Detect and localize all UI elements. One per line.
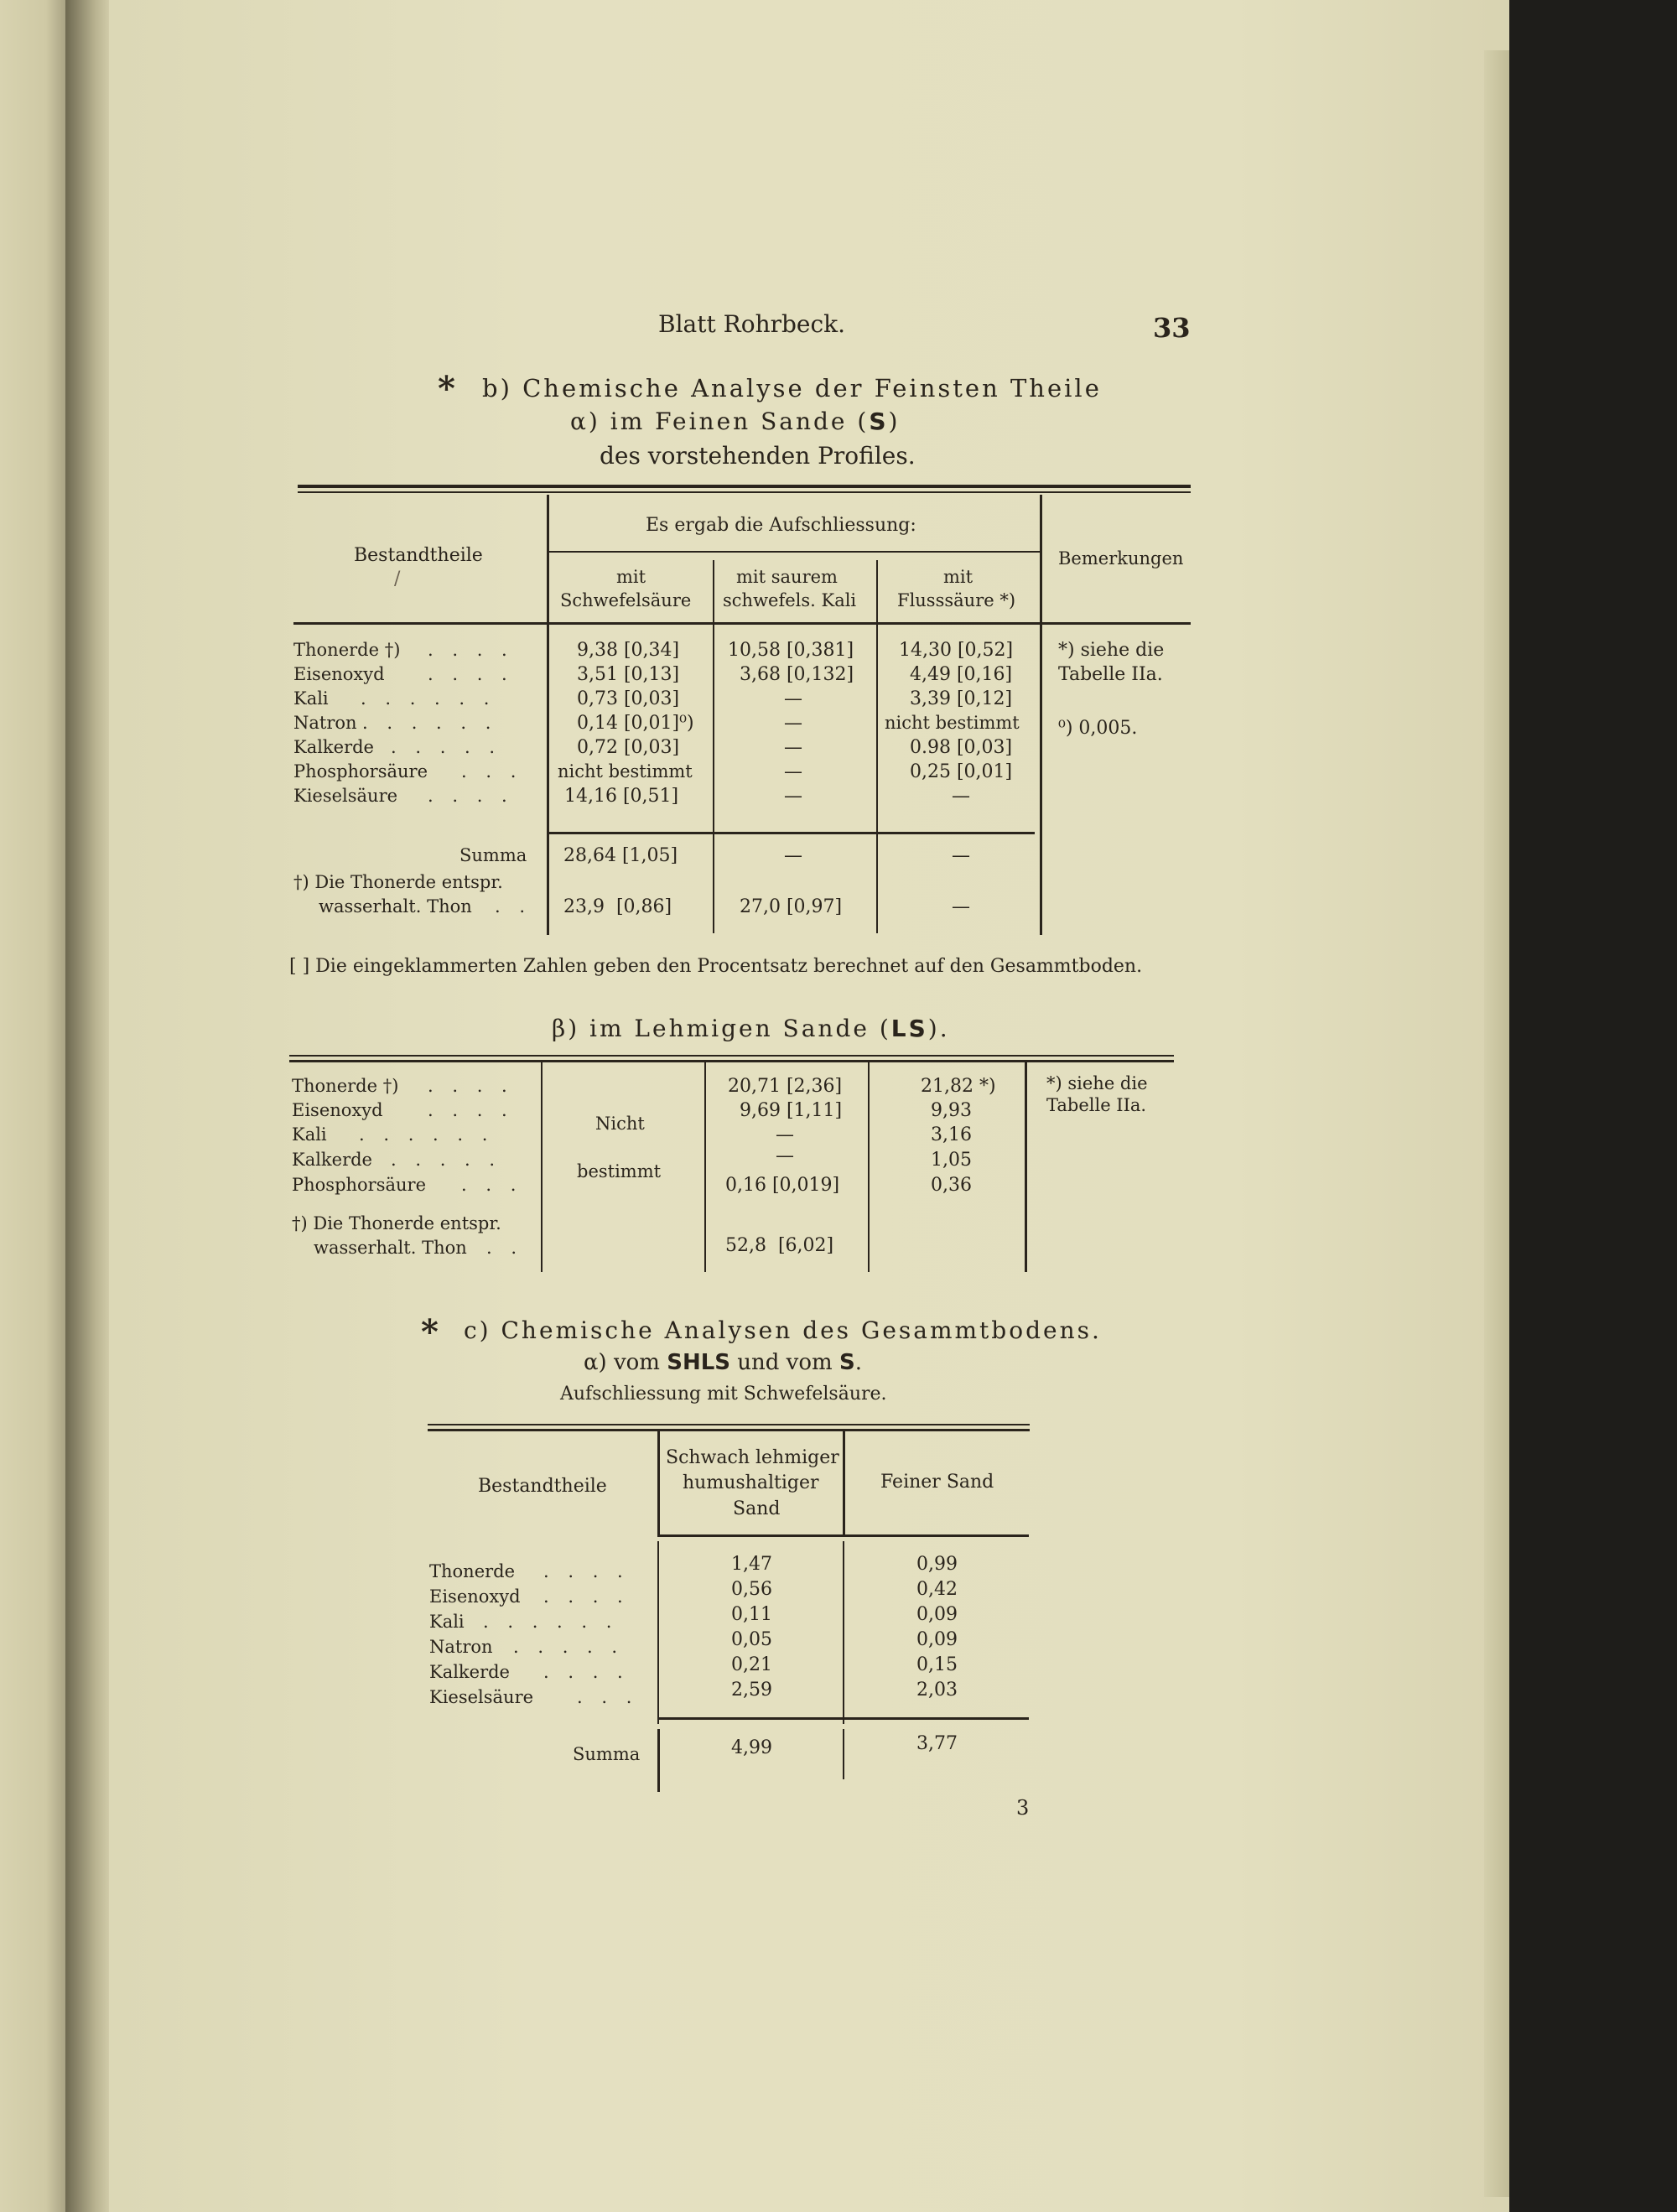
- table-b-row-c3: 9,93: [931, 1100, 972, 1121]
- section-star: *: [438, 369, 455, 408]
- table-a-vline-1: [547, 495, 549, 935]
- table-a-row-dots: . . . . . .: [361, 688, 496, 709]
- table-a-col1-l1: mit: [616, 567, 646, 587]
- table-a-col2-l1: mit saurem: [736, 567, 838, 587]
- table-c-row-name: Thonerde: [429, 1561, 516, 1581]
- table-c-col1-l2: humushaltiger: [683, 1472, 819, 1493]
- table-a-row-c3: nicht bestimmt: [885, 713, 1020, 733]
- table-b-nicht: Nicht: [595, 1114, 645, 1134]
- table-a-summa-c1: 28,64 [1,05]: [563, 845, 678, 866]
- table-a-col-bestandtheile-mark: /: [394, 569, 401, 589]
- table-b-row-name: Kalkerde: [292, 1150, 372, 1170]
- table-c-row-dots: . . . . . .: [483, 1612, 619, 1632]
- table-c-row-c2: 0,09: [916, 1604, 958, 1625]
- table-b-row-c3: 3,16: [931, 1124, 972, 1145]
- table-a-vline-4: [876, 560, 878, 933]
- table-a-remark: *) siehe die: [1058, 640, 1165, 661]
- table-a-row-c2: 3,68 [0,132]: [740, 664, 854, 685]
- table-a-row-c2: —: [784, 737, 802, 758]
- table-a-col-bestandtheile: Bestandtheile: [354, 545, 483, 566]
- table-a-row-c3: 3,39 [0,12]: [910, 688, 1013, 709]
- table-b-row-dots: . . . . . .: [359, 1124, 495, 1145]
- section-c-subtitle: α) vom SHLS und vom S.: [584, 1350, 862, 1375]
- table-b-row-c2: 20,71 [2,36]: [728, 1076, 843, 1097]
- table-c-top-rule-2: [428, 1429, 1030, 1431]
- table-b-row-dots: . . . .: [428, 1076, 514, 1096]
- table-c-row-c1: 0,05: [731, 1629, 772, 1650]
- table-a-row-c3: —: [952, 786, 970, 807]
- table-c-col2: Feiner Sand: [880, 1472, 994, 1493]
- table-c-row-c1: 0,11: [731, 1604, 772, 1625]
- table-b-row-name: Eisenoxyd: [292, 1100, 383, 1120]
- table-a-group-rule: [547, 551, 1040, 553]
- table-b-vline-1: [541, 1062, 543, 1272]
- table-a-thon-l1: †) Die Thonerde entspr.: [293, 872, 503, 892]
- facing-page-edge: [0, 0, 65, 2212]
- table-a-row-c2: —: [784, 761, 802, 782]
- table-a-row-dots: . . .: [461, 761, 523, 781]
- table-b-row-c3: 0,36: [931, 1175, 972, 1196]
- table-b-row-name: Kali: [292, 1124, 327, 1145]
- table-b-row-dots: . . . . .: [391, 1150, 502, 1170]
- table-b-vline-2: [704, 1062, 706, 1272]
- table-c-col-bestandtheile: Bestandtheile: [478, 1476, 607, 1497]
- table-a-row-c1: 0,73 [0,03]: [577, 688, 680, 709]
- table-c-row-c2: 0,42: [916, 1579, 958, 1600]
- table-a-row-name: Phosphorsäure: [293, 761, 428, 781]
- table-a-row-name: Kali: [293, 688, 329, 709]
- table-a-row-c1: 14,16 [0,51]: [564, 786, 679, 807]
- table-a-row-c2: —: [784, 688, 802, 709]
- table-a-thon-c3: —: [952, 896, 970, 917]
- table-b-row-c2: 0,16 [0,019]: [725, 1175, 840, 1196]
- section-c-title: c) Chemische Analysen des Gesammtbodens.: [464, 1316, 1102, 1344]
- table-c-row-c2: 0,15: [916, 1654, 958, 1675]
- table-a-remark: Tabelle IIa.: [1058, 664, 1163, 685]
- table-a-col3-l2: Flusssäure *): [897, 590, 1016, 610]
- section-c-star: *: [421, 1312, 439, 1352]
- table-b-row-dots: . . .: [461, 1175, 523, 1195]
- table-b-remark: *) siehe die: [1046, 1073, 1148, 1093]
- table-c-vline-2: [843, 1431, 845, 1536]
- table-a-row-dots: . . . .: [428, 786, 514, 806]
- table-a-row-c3: 0.98 [0,03]: [910, 737, 1013, 758]
- table-c-row-name: Eisenoxyd: [429, 1586, 521, 1607]
- table-b-vline-3: [868, 1062, 870, 1272]
- table-a-col-bemerkungen: Bemerkungen: [1058, 548, 1184, 569]
- table-a-summa-rule: [547, 832, 1035, 834]
- table-c-row-name: Kieselsäure: [429, 1687, 534, 1707]
- table-a-vline-2: [1040, 495, 1042, 935]
- table-c-header-rule: [657, 1534, 1029, 1537]
- signature-mark: 3: [1016, 1796, 1030, 1820]
- table-c-vline-4: [843, 1541, 844, 1724]
- table-c-row-dots: . . . .: [543, 1662, 630, 1682]
- table-a-col2-l2: schwefels. Kali: [723, 590, 857, 610]
- table-c-row-c2: 0,99: [916, 1554, 958, 1575]
- table-a-row-c2: —: [784, 786, 802, 807]
- table-c-row-dots: . . . .: [543, 1561, 630, 1581]
- table-c-row-name: Kalkerde: [429, 1662, 510, 1682]
- table-c-summa-label: Summa: [573, 1744, 641, 1764]
- table-a-group-header: Es ergab die Aufschliessung:: [646, 515, 916, 536]
- table-c-vline-6: [843, 1729, 844, 1779]
- table-a-row-c2: —: [784, 713, 802, 734]
- table-a-row-name: Eisenoxyd: [293, 664, 385, 684]
- table-a-row-c1: 9,38 [0,34]: [577, 640, 680, 661]
- table-a-row-c1: 3,51 [0,13]: [577, 664, 680, 685]
- section-c-subtitle2: Aufschliessung mit Schwefelsäure.: [560, 1384, 887, 1405]
- table-b-row-c2: —: [776, 1145, 794, 1166]
- table-a-thon-c2: 27,0 [0,97]: [740, 896, 843, 917]
- table-a-col3-l1: mit: [943, 567, 973, 587]
- table-b-top-rule-2: [289, 1060, 1174, 1062]
- table-c-row-c2: 0,09: [916, 1629, 958, 1650]
- table-a-row-c1: 0,72 [0,03]: [577, 737, 680, 758]
- running-title: Blatt Rohrbeck.: [658, 310, 846, 338]
- table-c-col1-l1: Schwach lehmiger: [666, 1447, 839, 1468]
- table-a-row-c3: 4,49 [0,16]: [910, 664, 1013, 685]
- section-b-subtitle2: des vorstehenden Profiles.: [600, 442, 916, 470]
- table-c-row-dots: . . . .: [543, 1586, 630, 1607]
- table-a-remark: ⁰) 0,005.: [1058, 718, 1138, 739]
- table-b-row-name: Thonerde †): [292, 1076, 399, 1096]
- page-number: 33: [1153, 312, 1191, 344]
- table-a-thon-c1: 23,9 [0,86]: [563, 896, 672, 917]
- table-a-top-rule: [298, 485, 1191, 488]
- table-c-row-dots: . . .: [577, 1687, 639, 1707]
- table-a-row-c1: nicht bestimmt: [558, 761, 693, 781]
- table-c-row-c1: 1,47: [731, 1554, 772, 1575]
- table-c-summa-rule: [657, 1717, 1029, 1720]
- table-a-top-rule-2: [298, 491, 1191, 493]
- table-a-summa-c3: —: [952, 845, 970, 866]
- table-a-summa-c2: —: [784, 845, 802, 866]
- book-binding: [1509, 0, 1677, 2212]
- table-b-thon-dots: . .: [486, 1238, 524, 1258]
- table-a-thon-l2: wasserhalt. Thon: [319, 896, 472, 916]
- table-c-row-name: Natron: [429, 1637, 493, 1657]
- table-c-vline-1: [657, 1431, 660, 1536]
- table-c-top-rule: [428, 1424, 1030, 1425]
- table-b-remark: Tabelle IIa.: [1046, 1095, 1147, 1115]
- table-c-row-dots: . . . . .: [513, 1637, 625, 1657]
- table-b-row-name: Phosphorsäure: [292, 1175, 427, 1195]
- table-a-vline-3: [713, 560, 714, 933]
- table-a-header-rule: [293, 622, 1191, 625]
- table-c-row-c1: 2,59: [731, 1680, 772, 1701]
- table-b-thon-c2: 52,8 [6,02]: [725, 1235, 834, 1256]
- table-a-footnote: [ ] Die eingeklammerten Zahlen geben den Procentsatz berechnet auf den Gesammtboden.: [289, 956, 1143, 977]
- table-a-thon-dots: . .: [495, 896, 532, 916]
- table-b-thon-l1: †) Die Thonerde entspr.: [292, 1213, 501, 1233]
- table-b-row-c3: 21,82 *): [921, 1076, 996, 1097]
- table-a-row-dots: . . . . . .: [362, 713, 498, 733]
- table-a-summa-label: Summa: [459, 845, 527, 865]
- table-a-row-c1: 0,14 [0,01]⁰): [577, 713, 694, 734]
- table-b-row-c2: 9,69 [1,11]: [740, 1100, 843, 1121]
- table-b-row-c2: —: [776, 1124, 794, 1145]
- table-c-vline-5: [657, 1729, 660, 1792]
- table-c-row-c1: 0,21: [731, 1654, 772, 1675]
- table-a-row-dots: . . . . .: [391, 737, 502, 757]
- table-a-col1-l2: Schwefelsäure: [560, 590, 692, 610]
- table-b-vline-4: [1025, 1062, 1027, 1272]
- table-c-row-name: Kali: [429, 1612, 465, 1632]
- table-c-row-c2: 2,03: [916, 1680, 958, 1701]
- table-b-row-c3: 1,05: [931, 1150, 972, 1171]
- table-a-row-name: Kalkerde: [293, 737, 374, 757]
- table-a-row-name: Thonerde †): [293, 640, 401, 660]
- section-b-subtitle: α) im Feinen Sande (S): [570, 408, 901, 435]
- table-c-summa-c1: 4,99: [731, 1737, 772, 1758]
- book-gutter: [65, 0, 116, 2212]
- table-c-summa-c2: 3,77: [916, 1733, 958, 1754]
- table-a-row-dots: . . . .: [428, 640, 514, 660]
- table-c-col1-l3: Sand: [733, 1498, 781, 1519]
- table-a-row-c3: 14,30 [0,52]: [899, 640, 1014, 661]
- table-a-row-name: Kieselsäure: [293, 786, 398, 806]
- table-a-row-name: Natron: [293, 713, 357, 733]
- table-a-row-dots: . . . .: [428, 664, 514, 684]
- table-b-row-dots: . . . .: [428, 1100, 514, 1120]
- table-b-top-rule: [289, 1055, 1174, 1057]
- table-c-vline-3: [657, 1541, 659, 1724]
- table-b-bestimmt: bestimmt: [577, 1161, 662, 1181]
- section-b-title: b) Chemische Analyse der Feinsten Theile: [482, 374, 1102, 402]
- table-a-row-c2: 10,58 [0,381]: [728, 640, 854, 661]
- table-b-thon-l2: wasserhalt. Thon: [314, 1238, 467, 1258]
- section-beta-title: β) im Lehmigen Sande (LS).: [552, 1015, 950, 1042]
- table-a-row-c3: 0,25 [0,01]: [910, 761, 1013, 782]
- table-c-row-c1: 0,56: [731, 1579, 772, 1600]
